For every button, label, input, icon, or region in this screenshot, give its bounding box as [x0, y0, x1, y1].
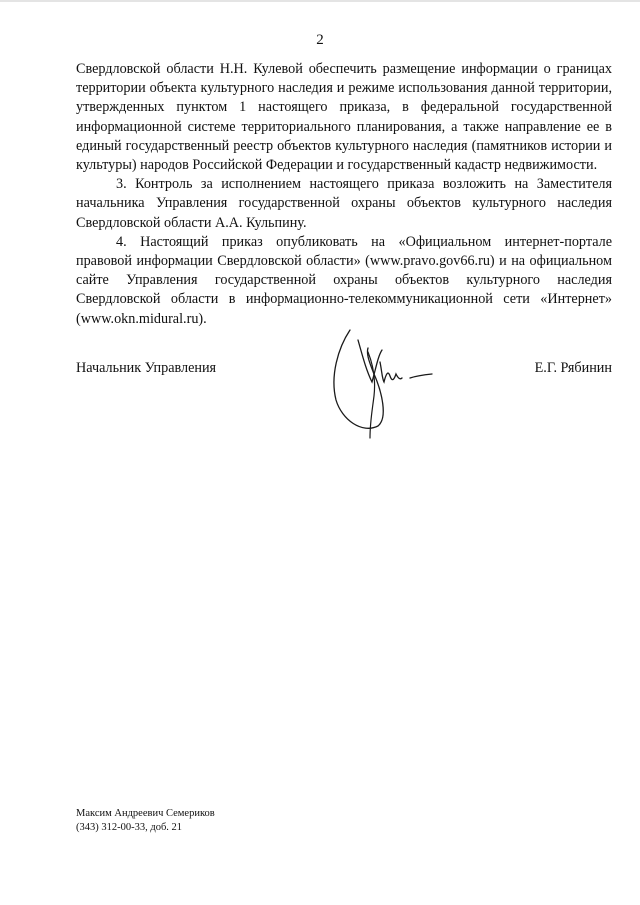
executor-name: Максим Андреевич Семериков [76, 808, 215, 819]
page-number: 2 [316, 32, 324, 48]
document-body [76, 60, 612, 329]
paragraph-continuation: Свердловской области Н.Н. Кулевой обеспечить размещение информации о границах территории объекта культурного наследия и режиме использования данной территории, утвержденных пунктом 1 настоящего приказа, в федеральной государственной информационной системе территориального планирования, а также направление ее в единый государственный реестр объектов культурного наследия (памятников истории и культуры) народов Российской Федерации и государственный кадастр недвижимости. [76, 61, 612, 174]
handwritten-signature [322, 326, 434, 440]
scan-edge [0, 0, 640, 2]
paragraph-3: 3. Контроль за исполнением настоящего приказа возложить на Заместителя начальника Управления государственной охраны объектов культурного наследия Свердловской области А.А. Кульпину. [76, 176, 612, 231]
signatory-name: Е.Г. Рябинин [534, 360, 612, 376]
executor-contact [76, 807, 215, 834]
signatory-title: Начальник Управления [76, 360, 217, 376]
paragraph-4: 4. Настоящий приказ опубликовать на «Официальном интернет-портале правовой информации Свердловской области» (www.pravo.gov66.ru) и на официальном сайте Управления государственной охраны объектов культурного наследия Свердловской области в информационно-телекоммуникационной сети «Интернет» (www.okn.midural.ru). [76, 233, 612, 327]
executor-phone: (343) 312-00-33, доб. 21 [76, 821, 183, 833]
